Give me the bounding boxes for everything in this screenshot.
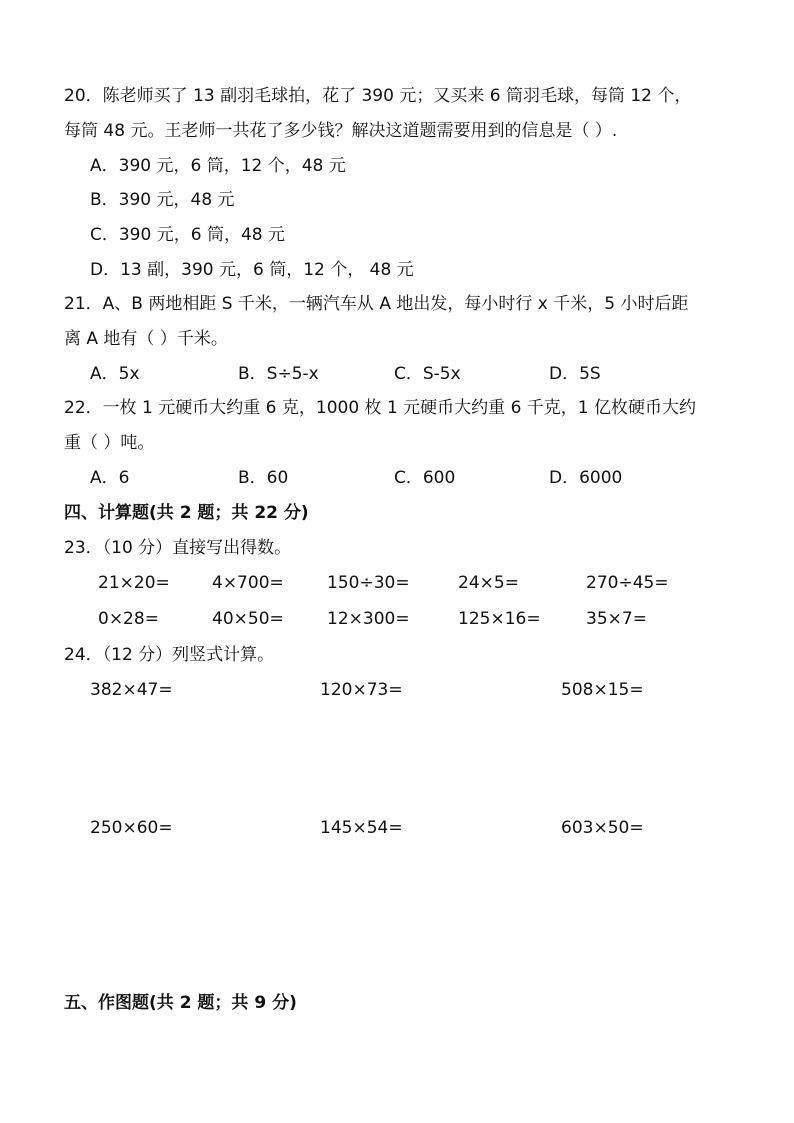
q21-option-a: A．5x xyxy=(90,364,140,384)
q20-option-c: C．390 元，6 筒，48 元 xyxy=(90,225,285,245)
q23-expr: 35×7= xyxy=(586,609,647,629)
q21-stem-line1: 21．A、B 两地相距 S 千米，一辆汽车从 A 地出发，每小时行 x 千米，5 小时后距 xyxy=(64,294,689,314)
q22-stem-line2: 重（ ）吨。 xyxy=(64,433,155,453)
q21-option-d: D．5S xyxy=(549,364,601,384)
q24-expr: 382×47= xyxy=(90,680,173,700)
section-4-heading: 四、计算题(共 2 题；共 22 分) xyxy=(64,503,309,523)
q23-expr: 21×20= xyxy=(98,573,170,593)
q20-option-a: A．390 元，6 筒，12 个，48 元 xyxy=(90,156,346,176)
q23-expr: 270÷45= xyxy=(586,573,669,593)
q23-expr: 12×300= xyxy=(327,609,410,629)
q22-option-d: D．6000 xyxy=(549,468,623,488)
q22-stem-line1: 22．一枚 1 元硬币大约重 6 克，1000 枚 1 元硬币大约重 6 千克，1 亿枚硬币大约 xyxy=(64,398,697,418)
q21-option-b: B．S÷5-x xyxy=(238,364,319,384)
q23-expr: 150÷30= xyxy=(327,573,410,593)
q20-option-d: D．13 副，390 元，6 筒，12 个， 48 元 xyxy=(90,260,414,280)
q24-expr: 250×60= xyxy=(90,818,173,838)
q21-option-c: C．S-5x xyxy=(394,364,461,384)
q24-expr: 145×54= xyxy=(320,818,403,838)
q23-expr: 0×28= xyxy=(98,609,159,629)
q22-option-a: A．6 xyxy=(90,468,130,488)
q22-option-c: C．600 xyxy=(394,468,456,488)
q23-expr: 24×5= xyxy=(458,573,519,593)
q23-expr: 4×700= xyxy=(212,573,284,593)
q23-expr: 125×16= xyxy=(458,609,541,629)
q23-title: 23．（10 分）直接写出得数。 xyxy=(64,538,292,558)
q20-option-b: B．390 元，48 元 xyxy=(90,190,235,210)
q20-stem-line1: 20．陈老师买了 13 副羽毛球拍，花了 390 元；又买来 6 筒羽毛球，每筒 12 个， xyxy=(64,86,692,106)
q24-expr: 120×73= xyxy=(320,680,403,700)
q20-stem-line2: 每筒 48 元。王老师一共花了多少钱？解决这道题需要用到的信息是（ ）. xyxy=(64,121,618,141)
q21-stem-line2: 离 A 地有（ ）千米。 xyxy=(64,329,228,349)
q24-title: 24．（12 分）列竖式计算。 xyxy=(64,645,275,665)
q24-expr: 508×15= xyxy=(561,680,644,700)
section-5-heading: 五、作图题(共 2 题；共 9 分) xyxy=(64,993,297,1013)
q23-expr: 40×50= xyxy=(212,609,284,629)
q22-option-b: B．60 xyxy=(238,468,289,488)
q24-expr: 603×50= xyxy=(561,818,644,838)
